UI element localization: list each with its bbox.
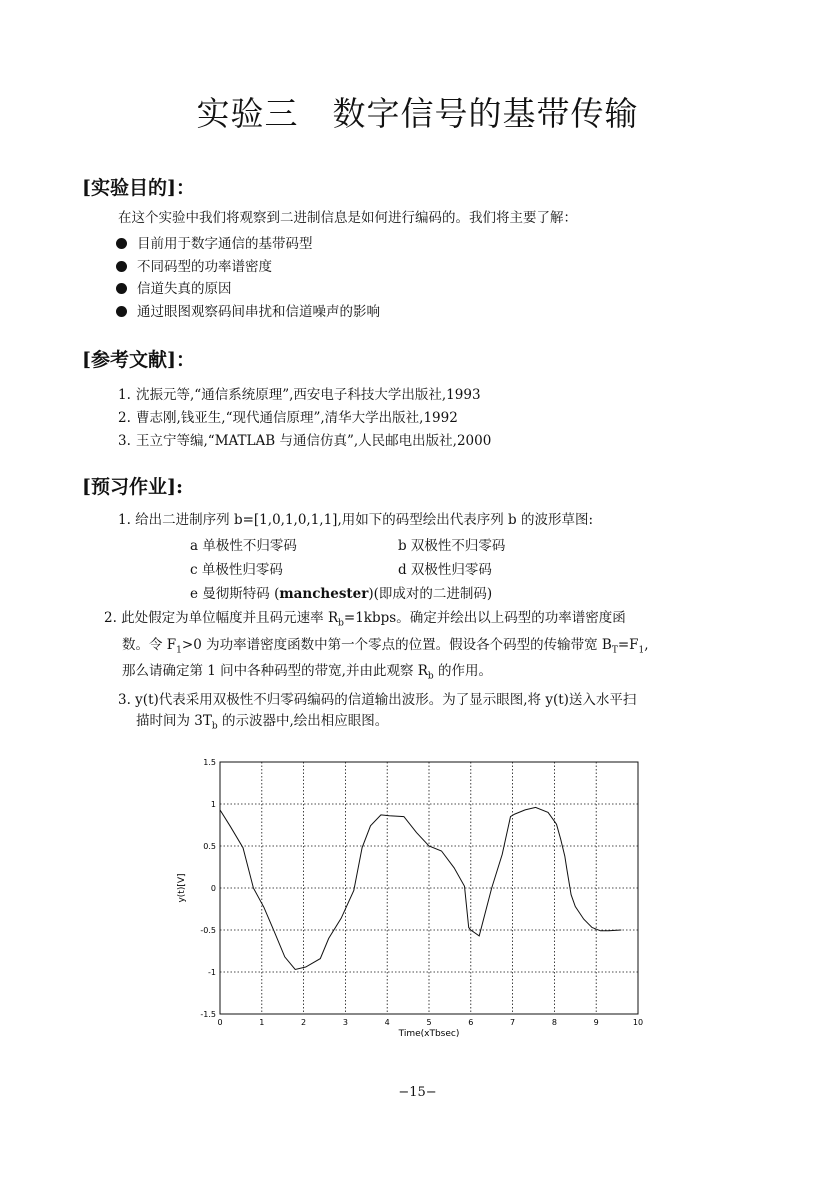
bullet-item: 目前用于数字通信的基带码型 (116, 233, 380, 256)
x-tick-label: 0 (217, 1018, 223, 1027)
bullet-item: 信道失真的原因 (116, 278, 380, 301)
bullet-icon (116, 283, 127, 294)
x-axis-label: Time(xTbsec) (398, 1029, 460, 1039)
homework-question-3: 3. y(t)代表采用双极性不归零码编码的信道输出波形。为了显示眼图,将 y(t)送入水平扫 描时间为 $3T_b$ 的示波器中,绘出相应眼图。 (118, 692, 637, 732)
section-heading-references: [参考文献]： (82, 349, 195, 371)
reference-list (118, 384, 491, 453)
reference-item: 1. 沈振元等,“通信系统原理”,西安电子科技大学出版社,1993 (118, 387, 481, 403)
code-option-c: c 单极性归零码 (190, 562, 283, 578)
y-tick-label: 0 (210, 884, 216, 893)
page-number: −15− (398, 1085, 437, 1100)
y-tick-label: 1 (210, 800, 216, 809)
section-heading-homework: [预习作业]: (82, 476, 183, 498)
x-tick-label: 10 (632, 1018, 644, 1027)
purpose-bullet-list (116, 233, 380, 323)
y-tick-label: 0.5 (203, 842, 216, 851)
section-heading-purpose: [实验目的]： (82, 177, 195, 199)
y-tick-label: -1.5 (200, 1010, 216, 1019)
homework-question-1: 1. 给出二进制序列 b=[1,0,1,0,1,1],用如下的码型绘出代表序列 b 的波形草图: (118, 512, 594, 528)
code-option-a: a 单极性不归零码 (190, 538, 297, 554)
y-axis-label: y(t)[V] (177, 873, 187, 903)
x-tick-label: 3 (342, 1018, 348, 1027)
x-tick-label: 2 (301, 1018, 307, 1027)
bullet-icon (116, 261, 127, 272)
reference-item: 2. 曹志刚,钱亚生,“现代通信原理”,清华大学出版社,1992 (118, 410, 458, 426)
x-tick-label: 9 (593, 1018, 599, 1027)
code-option-e: e 曼彻斯特码 (manchester)(即成对的二进制码) (190, 586, 493, 602)
bullet-item: 不同码型的功率谱密度 (116, 256, 380, 279)
bullet-icon (116, 238, 127, 249)
y-tick-label: -0.5 (200, 926, 216, 935)
bullet-icon (116, 306, 127, 317)
x-tick-label: 8 (551, 1018, 557, 1027)
reference-item: 3. 王立宁等编,“MATLAB 与通信仿真”,人民邮电出版社,2000 (118, 433, 492, 449)
x-tick-label: 6 (468, 1018, 474, 1027)
x-tick-label: 5 (426, 1018, 432, 1027)
page-title: 实验三 数字信号的基带传输 (196, 94, 639, 133)
homework-question-2: 2. 此处假定为单位幅度并且码元速率 $R_b=1kbps$。确定并绘出以上码型的功率谱密度函 数。令 $F_1>0$ 为功率谱密度函数中第一个零点的位置。假设各个码型的传输带宽 $B_T=F_1$, 那么请确定第 1 问中各种码型的带宽,并由此观察 $R_b$ 的作用。 (104, 610, 649, 683)
y-tick-label: -1 (208, 968, 216, 977)
x-tick-label: 1 (259, 1018, 265, 1027)
series-line (220, 807, 621, 969)
x-tick-label: 7 (510, 1018, 516, 1027)
bullet-item: 通过眼图观察码间串扰和信道噪声的影响 (116, 301, 380, 324)
purpose-intro: 在这个实验中我们将观察到二进制信息是如何进行编码的。我们将主要了解： (118, 210, 577, 226)
code-option-b: b 双极性不归零码 (398, 538, 506, 554)
code-option-d: d 双极性归零码 (398, 562, 492, 578)
y-tick-label: 1.5 (203, 758, 216, 767)
x-tick-label: 4 (384, 1018, 390, 1027)
waveform-chart (160, 752, 660, 1052)
